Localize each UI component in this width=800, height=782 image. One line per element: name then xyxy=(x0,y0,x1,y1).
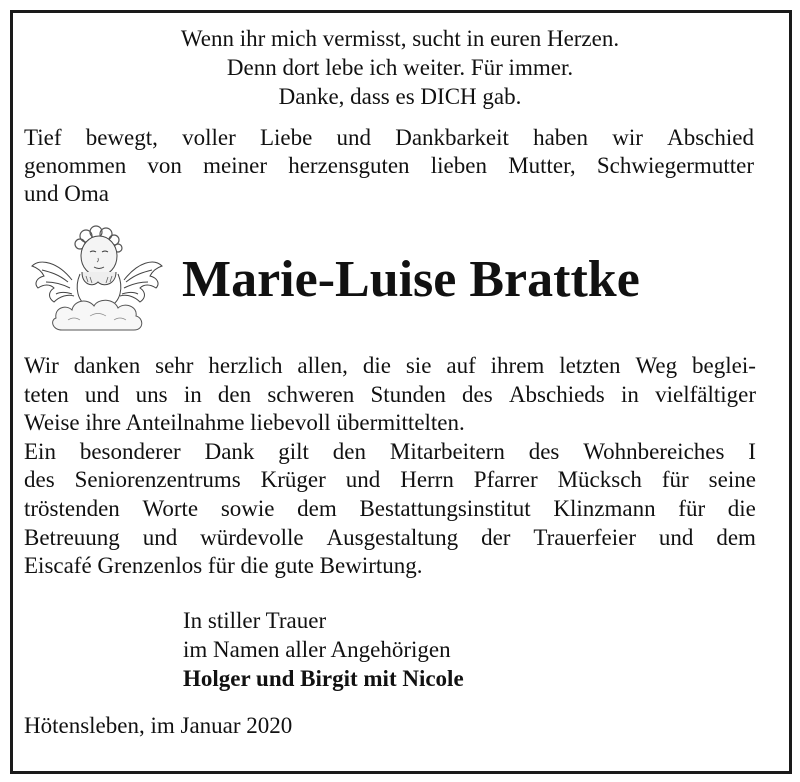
word: in xyxy=(183,381,202,407)
word: gilt xyxy=(278,438,309,464)
word: Stunden xyxy=(370,381,446,407)
word: sowie xyxy=(220,495,275,521)
quote-line: Wenn ihr mich vermisst, sucht in euren Herzen. xyxy=(180,26,620,51)
word: für xyxy=(661,467,689,493)
mourner-names: Holger und Birgit mit Nicole xyxy=(183,666,464,691)
quote-line: Denn dort lebe ich weiter. Für immer. xyxy=(226,55,574,80)
thanks-line: Weise ihre Anteilnahme liebevoll übermittelten. xyxy=(24,410,465,436)
intro-line: und Oma xyxy=(24,181,109,206)
word: Tief xyxy=(24,125,62,150)
word: Ausgestaltung xyxy=(326,524,459,550)
opening-quote xyxy=(0,24,800,111)
word: von xyxy=(147,153,182,178)
word: danken xyxy=(73,353,141,378)
word: Krüger xyxy=(260,467,326,493)
thanks-line xyxy=(24,438,756,467)
word: Mücksch xyxy=(557,467,642,493)
word: in xyxy=(620,381,639,407)
word: wir xyxy=(612,125,643,150)
word: Wir xyxy=(24,353,59,378)
word: tröstenden xyxy=(24,495,120,521)
word: I xyxy=(748,438,756,464)
word: herzensguten xyxy=(288,153,410,178)
word: teten xyxy=(24,381,69,407)
word: Liebe xyxy=(259,125,313,150)
word: sie xyxy=(405,353,432,378)
thanks-line xyxy=(24,466,756,495)
word: Schwiegermutter xyxy=(596,153,754,178)
thanks-line xyxy=(24,495,756,524)
word: und xyxy=(142,524,178,550)
word: und xyxy=(336,125,371,150)
word: Betreuung xyxy=(24,524,120,550)
place-date: Hötensleben, im Januar 2020 xyxy=(24,713,293,738)
signature-line: In stiller Trauer xyxy=(183,608,327,633)
word: genommen xyxy=(24,153,127,178)
word: ihrem xyxy=(490,353,545,378)
word: und xyxy=(345,467,381,493)
word: schweren xyxy=(267,381,355,407)
word: haben xyxy=(533,125,589,150)
word: die xyxy=(362,353,391,378)
intro-paragraph xyxy=(24,124,754,208)
word: bewegt, xyxy=(85,125,158,150)
word: voller xyxy=(182,125,236,150)
word: Trauerfeier xyxy=(533,524,636,550)
word: und xyxy=(658,524,694,550)
word: des xyxy=(528,438,560,464)
word: uns xyxy=(135,381,168,407)
thanks-paragraph xyxy=(24,352,756,581)
word: Wohnbereiches xyxy=(583,438,725,464)
word: Mitarbeitern xyxy=(389,438,505,464)
quote-line: Danke, dass es DICH gab. xyxy=(278,84,522,109)
word: allen, xyxy=(297,353,348,378)
signature-line: im Namen aller Angehörigen xyxy=(183,637,451,662)
deceased-name: Marie-Luise Brattke xyxy=(182,251,640,308)
word: Weg xyxy=(635,353,678,378)
word: Abschieds xyxy=(508,381,605,407)
word: Klinzmann xyxy=(553,495,656,521)
thanks-line xyxy=(24,352,756,381)
word: vielfältiger xyxy=(655,381,756,407)
thanks-line xyxy=(24,524,756,553)
thanks-line: Eiscafé Grenzenlos für die gute Bewirtung. xyxy=(24,553,423,579)
thanks-line xyxy=(24,381,756,410)
word: den xyxy=(332,438,367,464)
word: den xyxy=(217,381,252,407)
word: auf xyxy=(446,353,476,378)
word: Abschied xyxy=(667,125,754,150)
word: des xyxy=(24,467,55,493)
word: würdevolle xyxy=(200,524,304,550)
word: des xyxy=(462,381,493,407)
cherub-angel-icon xyxy=(28,222,166,340)
word: der xyxy=(481,524,511,550)
word: Dankbarkeit xyxy=(395,125,509,150)
signature-block xyxy=(183,606,464,693)
word: Pfarrer xyxy=(473,467,538,493)
word: Seniorenzentrums xyxy=(74,467,241,493)
word: und xyxy=(84,381,120,407)
word: besonderer xyxy=(79,438,181,464)
word: Worte xyxy=(142,495,199,521)
word: herzlich xyxy=(208,353,283,378)
word: Mutter, xyxy=(508,153,576,178)
word: Ein xyxy=(24,438,56,464)
word: Dank xyxy=(204,438,255,464)
word: sehr xyxy=(155,353,194,378)
word: dem xyxy=(297,495,337,521)
intro-line xyxy=(24,152,754,180)
word: meiner xyxy=(203,153,267,178)
word: Herrn xyxy=(400,467,454,493)
word: dem xyxy=(716,524,756,550)
word: die xyxy=(727,495,756,521)
word: Bestattungsinstitut xyxy=(359,495,531,521)
word: letzten xyxy=(559,353,621,378)
word: seine xyxy=(708,467,756,493)
intro-line xyxy=(24,124,754,152)
word: für xyxy=(678,495,706,521)
word: lieben xyxy=(430,153,487,178)
word: beglei- xyxy=(692,353,756,378)
